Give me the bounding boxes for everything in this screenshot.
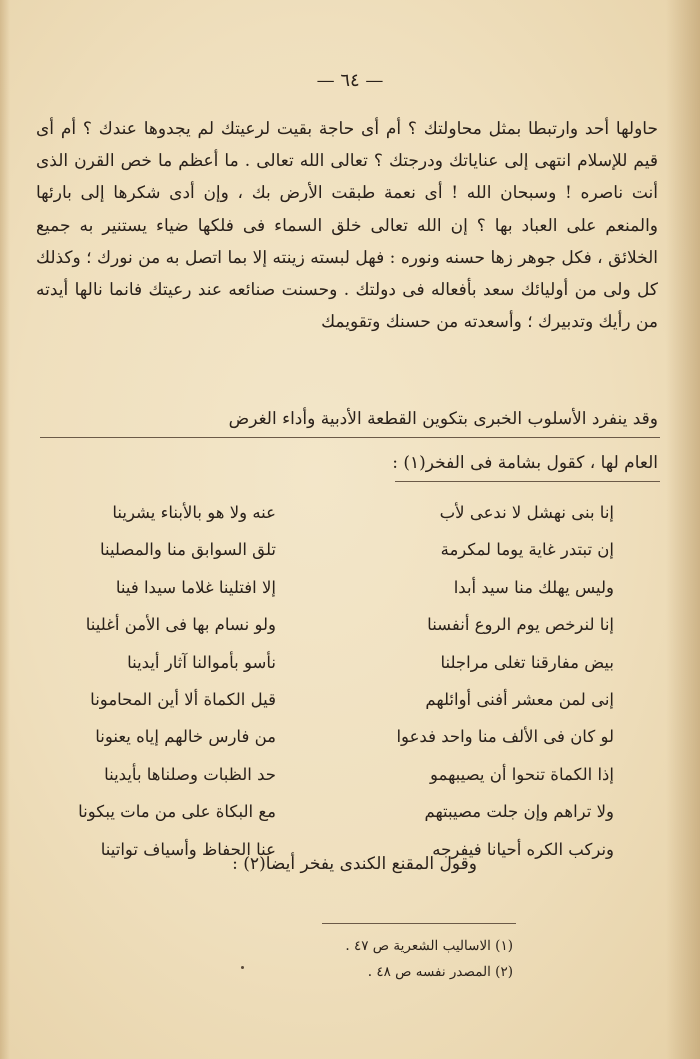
footnote: (١) الاساليب الشعرية ص ٤٧ . xyxy=(345,938,513,954)
intro-line: وقد ينفرد الأسلوب الخبرى بتكوين القطعة الأدبية وأداء الغرض xyxy=(228,409,658,429)
paragraph-line: أوليائك سعد بأفعاله فى دولتك . وحسنت صنائعه عند رعيتك فانما نالها xyxy=(74,280,569,301)
hemistich: قيل الكماة ألا أين المحامونا xyxy=(90,689,276,709)
hemistich: مع البكاة على من مات يبكونا xyxy=(78,802,276,822)
hemistich: ولا تراهم وإن جلت مصيبتهم xyxy=(424,802,614,822)
poem xyxy=(0,494,700,859)
footnote: (٢) المصدر نفسه ص ٤٨ . xyxy=(367,964,513,980)
paragraph-line: عندك ؟ أم أى قيم للإسلام انتهى إلى عناياتك ودرجتك ؟ تعالى الله تعالى . xyxy=(36,119,658,172)
hemistich: إنا بنى نهشل لا ندعى لأب xyxy=(439,503,614,522)
hemistich: إن تبتدر غاية يوما لمكرمة xyxy=(440,540,614,560)
footnote-separator xyxy=(322,923,516,924)
body-paragraph xyxy=(36,113,658,338)
hemistich: حد الظبات وصلناها بأيدينا xyxy=(104,764,276,784)
closing-line: وقول المقنع الكندى يفخر أيضا(٢) : xyxy=(232,854,477,874)
hemistich: تلق السوابق منا والمصلينا xyxy=(99,540,276,560)
hemistich: إنا لنرخص يوم الروع أنفسنا xyxy=(427,615,614,635)
page-number: — ٦٤ — xyxy=(316,70,384,91)
hemistich: عنه ولا هو بالأبناء يشرينا xyxy=(112,503,276,522)
underline-rule xyxy=(395,481,660,482)
poem-first-hemistichs xyxy=(394,494,614,868)
hemistich: لو كان فى الألف منا واحد فدعوا xyxy=(396,727,614,747)
underline-rule xyxy=(40,437,660,438)
poem-second-hemistichs xyxy=(56,494,276,868)
ink-speck xyxy=(241,966,244,969)
paragraph-line: ما أعظم ما خص القرن الذى أنت ناصره ! وسبحان الله ! أى نعمة طبقت xyxy=(36,151,658,204)
intro-line: العام لها ، كقول بشامة فى الفخر(١) : xyxy=(392,453,658,473)
hemistich: إلا افتلينا غلاما سيدا فينا xyxy=(115,577,276,597)
paragraph-line: ونوره : فهل لبسته زينته إلا بما اتصل به من نورك ؛ وكذلك كل ولى من xyxy=(36,247,659,301)
paragraph-line: أيدته من رأيك وتدبيرك ؛ وأسعدته من حسنك وتقويمك xyxy=(36,280,658,333)
hemistich: بيض مفارقنا تغلى مراجلنا xyxy=(440,652,614,672)
paragraph-line: خلق السماء فى فلكها ضياء يستنير به جميع الخلائق ، فكل جوهر زها حسنه xyxy=(36,215,659,268)
hemistich: ولو نسام بها فى الأمن أغلينا xyxy=(85,615,276,635)
hemistich: إذا الكماة تنحوا أن يصيبهمو xyxy=(430,764,614,784)
hemistich: إنى لمن معشر أفنى أوائلهم xyxy=(425,689,614,709)
hemistich: وليس يهلك منا سيد أبدا xyxy=(453,577,614,597)
hemistich: ونركب الكره أحيانا فيفرجه xyxy=(432,839,614,859)
hemistich: عنا الحفاظ وأسياف تواتينا xyxy=(100,839,276,859)
paragraph-line: حاولها أحد وارتبطا بمثل محاولتك ؟ أم أى حاجة بقيت لرعيتك لم يجدوها xyxy=(143,119,658,139)
paragraph-line: الأرض بك ، وإن أدى شكرها إلى بارئها والمنعم على العباد بها ؟ إن الله تعالى xyxy=(36,183,659,236)
hemistich: نأسو بأموالنا آثار أيدينا xyxy=(127,652,276,672)
hemistich: من فارس خالهم إياه يعنونا xyxy=(95,727,276,747)
footnotes xyxy=(345,933,513,985)
